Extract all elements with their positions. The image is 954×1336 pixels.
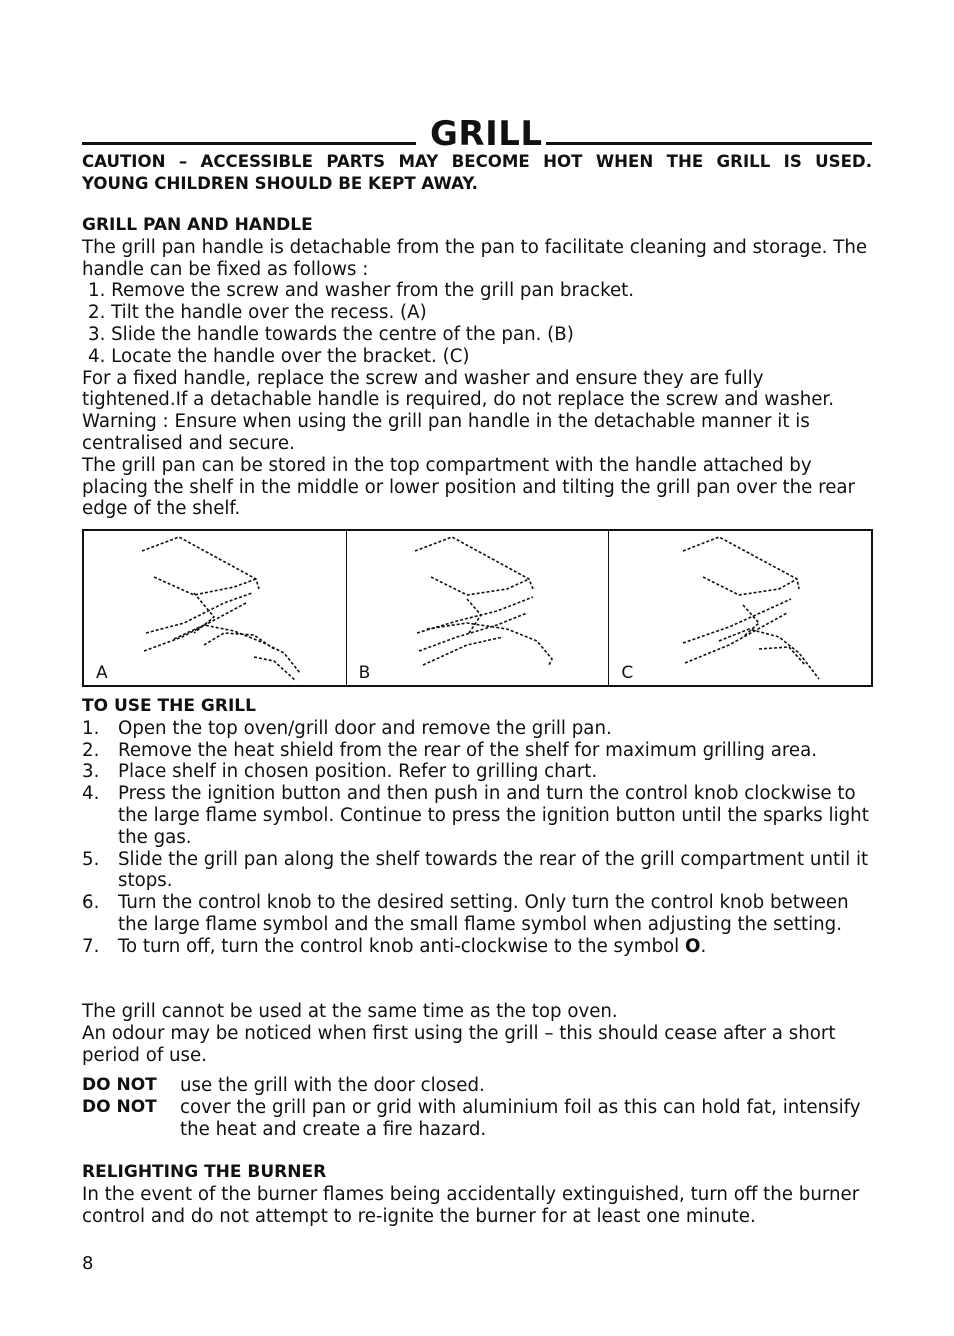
warning-paragraph: Warning : Ensure when using the grill pan handle in the detachable manner it is centralised and secure. (82, 411, 810, 454)
step-text: To turn off, turn the control knob anti-clockwise to the symbol (118, 935, 685, 957)
list-item (82, 718, 872, 740)
step-number: 7. (82, 935, 100, 957)
caution-line-2: YOUNG CHILDREN SHOULD BE KEPT AWAY. (82, 173, 478, 193)
figure-c (609, 531, 871, 685)
handle-tilt-illustration (134, 533, 344, 683)
list-item (82, 740, 872, 762)
step-suffix: . (700, 935, 707, 957)
figure-b (347, 531, 610, 685)
list-item: 4. Locate the handle over the bracket. (C) (88, 345, 470, 367)
step-text: Turn the control knob to the desired setting. Only turn the control knob between the large flame symbol and the small flame symbol when adjusting the setting. (118, 892, 849, 935)
page-number: 8 (82, 1253, 94, 1274)
do-not-list (82, 1075, 872, 1140)
figure-label: A (96, 663, 108, 683)
do-not-row (82, 1097, 872, 1141)
use-steps (82, 718, 872, 958)
page-title: GRILL (430, 114, 543, 154)
list-item (82, 761, 872, 783)
note-line: The grill cannot be used at the same time as the top oven. (82, 1001, 618, 1022)
step-number: 4. (82, 783, 100, 805)
figure-label: B (358, 663, 371, 683)
handle-figures (82, 529, 873, 687)
do-not-key: DO NOT (82, 1075, 157, 1095)
list-item: 2. Tilt the handle over the recess. (A) (88, 302, 427, 324)
title-rule-left (82, 142, 416, 145)
section-heading: TO USE THE GRILL (82, 696, 256, 716)
caution-line-1: CAUTION – ACCESSIBLE PARTS MAY BECOME HOT WHEN THE GRILL IS USED. (82, 152, 872, 171)
title-rule-right (546, 142, 872, 145)
figure-label: C (621, 663, 634, 683)
step-text: Press the ignition button and then push in and turn the control knob clockwise to the large flame symbol. Continue to press the ignition button until the sparks light the gas. (118, 783, 869, 848)
do-not-key: DO NOT (82, 1096, 157, 1117)
use-grill-section (82, 696, 872, 958)
relighting-section (82, 1162, 872, 1227)
step-text: Open the top oven/grill door and remove the grill pan. (118, 717, 612, 739)
step-text: Place shelf in chosen position. Refer to grilling chart. (118, 761, 598, 783)
list-item: 3. Slide the handle towards the centre of the pan. (B) (88, 323, 574, 345)
do-not-text: use the grill with the door closed. (180, 1075, 485, 1096)
fixed-handle-paragraph: For a fixed handle, replace the screw and washer and ensure they are fully tightened.If a detachable handle is required, do not replace the screw and washer. (82, 367, 835, 411)
step-number: 2. (82, 739, 100, 761)
relight-paragraph: In the event of the burner flames being accidentally extinguished, turn off the burner control and do not attempt to re-ignite the burner for at least one minute. (82, 1183, 860, 1227)
caution-notice (82, 151, 872, 195)
do-not-row (82, 1075, 872, 1097)
off-symbol: O (685, 935, 701, 957)
note-line: An odour may be noticed when first using the grill – this should cease after a short period of use. (82, 1022, 836, 1066)
grill-pan-section (82, 215, 872, 520)
handle-steps (82, 280, 872, 367)
step-text: Slide the grill pan along the shelf towards the rear of the grill compartment until it stops. (118, 848, 869, 892)
list-item (82, 849, 872, 893)
step-text: Remove the heat shield from the rear of the shelf for maximum grilling area. (118, 739, 818, 761)
step-number: 3. (82, 761, 100, 783)
list-item (82, 892, 872, 936)
storage-paragraph: The grill pan can be stored in the top compartment with the handle attached by placing the shelf in the middle or lower position and tilting the grill pan over the rear edge of the shelf. (82, 454, 856, 520)
section-heading: GRILL PAN AND HANDLE (82, 215, 313, 235)
title-row (82, 114, 872, 154)
list-item (82, 783, 872, 848)
intro-paragraph: The grill pan handle is detachable from the pan to facilitate cleaning and storage. The handle can be fixed as follows : (82, 236, 868, 280)
step-number: 1. (82, 717, 100, 739)
handle-slide-illustration (397, 533, 607, 683)
figure-a (84, 531, 347, 685)
handle-locate-illustration (659, 533, 869, 683)
list-item (82, 936, 872, 958)
notes (82, 1001, 872, 1066)
step-number: 5. (82, 848, 100, 870)
do-not-text: cover the grill pan or grid with aluminium foil as this can hold fat, intensify the heat and create a fire hazard. (180, 1096, 861, 1140)
step-number: 6. (82, 892, 100, 914)
section-heading: RELIGHTING THE BURNER (82, 1162, 327, 1182)
list-item: 1. Remove the screw and washer from the grill pan bracket. (88, 280, 635, 302)
